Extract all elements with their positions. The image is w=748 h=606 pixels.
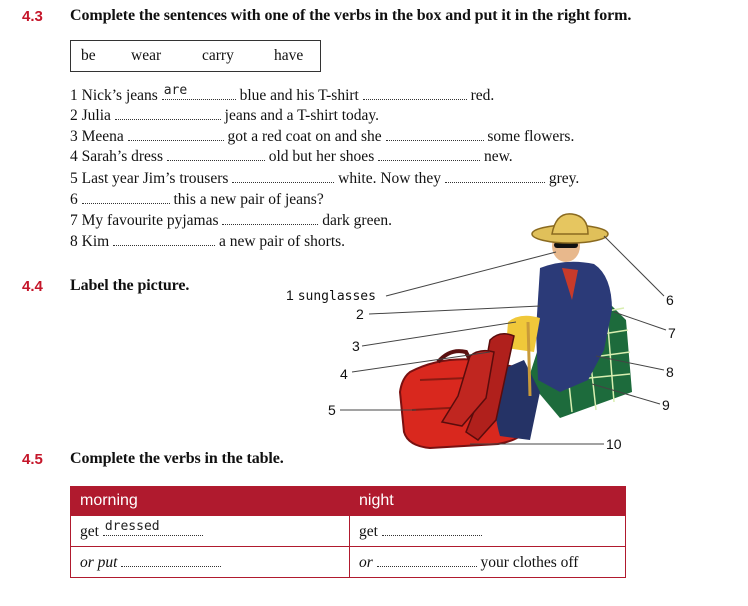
blank-morning-2[interactable] — [121, 553, 221, 567]
exercise-4-4-instruction: Label the picture. — [70, 277, 190, 294]
blank-night-2[interactable] — [377, 553, 477, 567]
sentence-4: 4 Sarah’s dress old but her shoes new. — [70, 148, 513, 165]
header-morning: morning — [71, 487, 350, 516]
label-7: 7 — [668, 325, 676, 341]
exercise-number-4-4: 4.4 — [22, 278, 43, 295]
label-2: 2 — [356, 306, 364, 322]
table-row — [71, 547, 626, 578]
exercise-number-4-3: 4.3 — [22, 8, 43, 25]
table-header-row — [71, 487, 626, 516]
box-word-carry: carry — [202, 47, 234, 64]
label-5: 5 — [328, 402, 336, 418]
cell-morning-1: get dressed — [71, 516, 350, 547]
sentence-7: 7 My favourite pyjamas dark green. — [70, 212, 392, 229]
exercise-4-3-instruction: Complete the sentences with one of the verbs in the box and put it in the right form. — [70, 7, 632, 24]
handwritten-label: sunglasses — [297, 289, 376, 304]
box-word-have: have — [274, 47, 304, 64]
label-3: 3 — [352, 338, 360, 354]
table-row — [71, 516, 626, 547]
cell-night-2: or your clothes off — [350, 547, 626, 578]
label-4: 4 — [340, 366, 348, 382]
handwritten-answer: dressed — [104, 518, 160, 534]
label-6: 6 — [666, 292, 674, 308]
sentence-3: 3 Meena got a red coat on and she some flowers. — [70, 128, 575, 145]
label-1: 1 sunglasses — [286, 287, 376, 304]
cell-night-1: get — [350, 516, 626, 547]
box-word-wear: wear — [131, 47, 162, 64]
handwritten-answer: are — [163, 83, 188, 98]
exercise-number-4-5: 4.5 — [22, 451, 43, 468]
sentence-1: 1 Nick’s jeans are blue and his T-shirt red. — [70, 83, 495, 104]
label-8: 8 — [666, 364, 674, 380]
sentence-2: 2 Julia jeans and a T-shirt today. — [70, 107, 380, 124]
sentence-6: 6 this a new pair of jeans? — [70, 191, 324, 208]
sentence-8: 8 Kim a new pair of shorts. — [70, 233, 346, 250]
box-word-be: be — [81, 47, 96, 64]
exercise-4-5-instruction: Complete the verbs in the table. — [70, 450, 284, 467]
blank-night-1[interactable] — [382, 522, 482, 536]
label-10: 10 — [606, 436, 622, 452]
sentence-5: 5 Last year Jim’s trousers white. Now they grey. — [70, 170, 580, 187]
header-night: night — [350, 487, 626, 516]
label-9: 9 — [662, 397, 670, 413]
verb-table — [70, 486, 626, 578]
cell-morning-2: or put — [71, 547, 350, 578]
